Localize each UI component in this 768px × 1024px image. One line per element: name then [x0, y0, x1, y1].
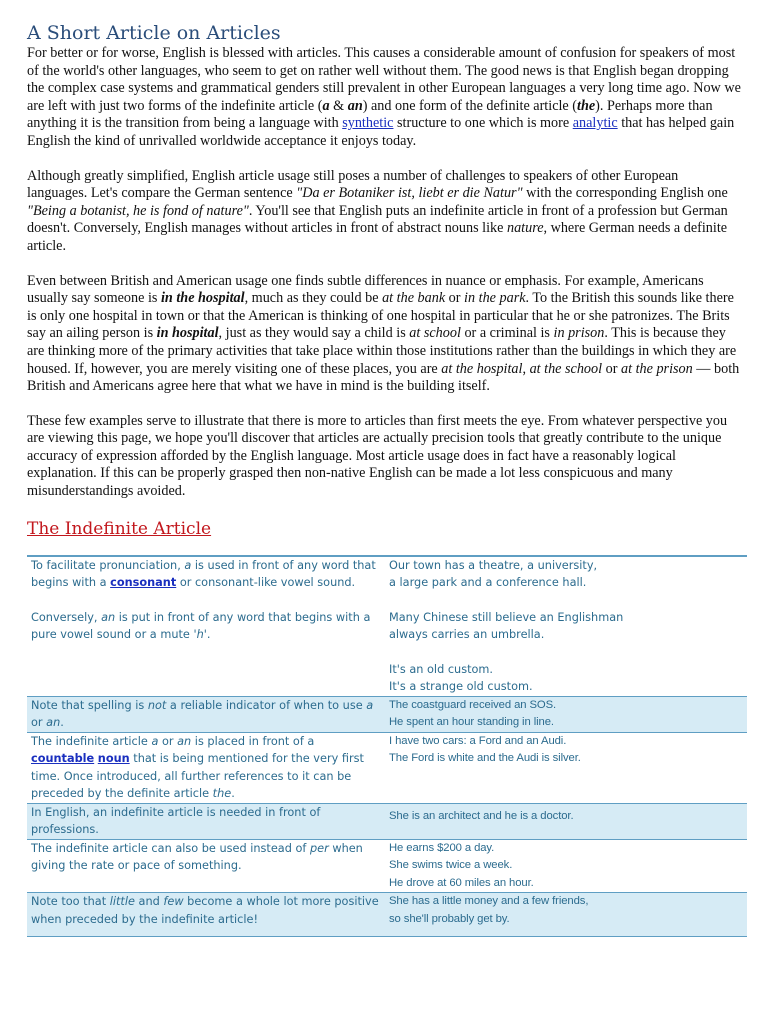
table-row [27, 557, 747, 609]
rule-cell [27, 609, 385, 696]
example-line: It's a strange old custom. [389, 680, 533, 694]
example-line: It's an old custom. [389, 662, 494, 676]
italic-word: an [177, 734, 192, 748]
table-row [27, 609, 747, 696]
text: . [60, 716, 64, 730]
italic-word: an [46, 716, 61, 730]
table-row [27, 696, 747, 733]
table-row [27, 840, 747, 894]
text: The indefinite article [31, 734, 152, 748]
example-line: He drove at 60 miles an hour. [389, 876, 534, 889]
table-row [27, 733, 747, 804]
example-line: The Ford is white and the Audi is silver. [389, 752, 581, 765]
text: Even between British and American usage one finds subtle differences in nuance or emphasis. For example, Americans usually say someone is [27, 272, 704, 307]
example-line: I have two cars: a Ford and an Audi. [389, 734, 567, 747]
rule-cell [27, 697, 385, 732]
rule-cell [27, 840, 385, 893]
article-title: A Short Article on Articles [27, 22, 281, 44]
text: or [445, 290, 465, 307]
italic-word: the [212, 787, 232, 801]
article-the: the [577, 97, 596, 114]
german-comparison-paragraph [27, 168, 741, 256]
text: To facilitate pronunciation, [31, 558, 185, 572]
synthetic-link[interactable]: synthetic [342, 115, 394, 132]
british-american-paragraph [27, 273, 741, 396]
consonant-link[interactable]: consonant [110, 576, 177, 590]
text: , [522, 360, 530, 377]
text: that is being mentioned for the very first time. Once introduced, all further references to it can be preceded by the definite article [31, 752, 364, 801]
rule-cell [27, 893, 385, 928]
italic-phrase: in the park [464, 290, 526, 307]
italic-word: per [309, 841, 329, 855]
italic-phrase: at the school [529, 360, 603, 377]
text: or [602, 360, 621, 377]
text: . You'll see that English puts an indefinite article in front of a profession but German doesn't. Conversely, English manages without articles in front of abstract nouns like [27, 202, 728, 237]
article-an: an [347, 97, 363, 114]
italic-word: an [101, 610, 116, 624]
example-line: Our town has a theatre, a university, [389, 558, 598, 572]
text: — both British and Americans agree here that what we have in mind is the building itself. [27, 360, 740, 395]
text: For better or for worse, English is blessed with articles. This causes a considerable amount of confusion for speakers of most of the world's other languages, who seem to get on rather well without them. The good news is that English began dropping the complex case systems and grammatical genders still prevalent in other European languages a very long time ago. Now we are left with just two forms of the indefinite article ( [27, 45, 741, 114]
example-cell [385, 840, 747, 893]
example-cell [385, 557, 747, 592]
rule-cell [27, 733, 385, 803]
italic-word: little [109, 895, 135, 909]
emphasis: in the hospital [160, 290, 245, 307]
analytic-link[interactable]: analytic [572, 115, 618, 132]
countable-link[interactable]: countable [31, 752, 95, 766]
conclusion-paragraph: These few examples serve to illustrate that there is more to articles than first meets the eye. From whatever perspective you are viewing this page, we hope you'll discover that articles are actually precision tools that greatly contribute to the unique accuracy of expression afforded by the English language. Most article usage does in fact have a reasonably logical explanation. If this can be properly grasped then non-native English can be made a lot less conspicuous and many misunderstandings avoided. [27, 412, 728, 500]
german-quote: "Da er Botaniker ist, liebt er die Natur" [296, 185, 523, 202]
text: , much as they could be [244, 290, 383, 307]
text: Note that spelling is [31, 698, 148, 712]
italic-phrase: in prison [553, 325, 605, 342]
italic-word: nature [506, 220, 544, 237]
text: Although greatly simplified, English article usage still poses a number of challenges to speakers of other European languages. Let's compare the German sentence [27, 167, 679, 202]
italic-word: a [151, 734, 159, 748]
example-cell [385, 804, 747, 839]
text: is placed in front of a [191, 734, 315, 748]
text: that has helped gain English the kind of unrivalled worldwide acceptance it enjoys today. [27, 115, 735, 149]
emphasis: in hospital [156, 325, 219, 342]
text: when giving the rate or pace of something. [31, 841, 363, 873]
italic-phrase: at the hospital [441, 360, 523, 377]
example-line: She swims twice a week. [389, 859, 513, 872]
text: or consonant-like vowel sound. [176, 576, 356, 590]
intro-paragraph [27, 45, 741, 151]
rule-cell [27, 804, 385, 839]
text: and [134, 895, 164, 909]
text: is used in front of any word that begins with a [31, 558, 376, 590]
example-line: so she'll probably get by. [389, 912, 510, 925]
article-a: a [322, 97, 330, 114]
text: . [231, 787, 235, 801]
text: The indefinite article can also be used instead of [31, 841, 310, 855]
text: with the corresponding English one [522, 185, 728, 202]
noun-link[interactable]: noun [97, 752, 130, 766]
example-cell [385, 893, 747, 928]
example-line: Many Chinese still believe an Englishman [389, 610, 624, 624]
english-quote: "Being a botanist, he is fond of nature" [27, 202, 249, 219]
example-line: She is an architect and he is a doctor. [389, 809, 574, 822]
text: is put in front of any word that begins with a pure vowel sound or a mute [31, 610, 371, 642]
text: ) and one form of the definite article ( [362, 97, 577, 114]
example-cell [385, 609, 747, 696]
text: or [158, 734, 178, 748]
table-row [27, 893, 747, 937]
italic-word: a [366, 698, 374, 712]
italic-phrase: at the bank [382, 290, 446, 307]
text: structure to one which is more [393, 115, 573, 132]
example-line: always carries an umbrella. [389, 628, 545, 642]
example-line: He spent an hour standing in line. [389, 716, 554, 729]
example-line: She has a little money and a few friends, [389, 895, 589, 908]
example-line: a large park and a conference hall. [389, 576, 587, 590]
indefinite-article-table [27, 555, 747, 938]
text: or [31, 716, 47, 730]
italic-word: not [147, 698, 167, 712]
text: ). Perhaps more than anything it is the transition from being a language with [27, 97, 713, 132]
text: Note too that [31, 895, 110, 909]
italic-word: a [184, 558, 192, 572]
italic-word: 'h' [193, 628, 207, 642]
text: , just as they would say a child is [218, 325, 410, 342]
text: . To the British this sounds like there is only one hospital in town or that the American is thinking of one hospital in particular that he or she patronizes. The Brits say an ailing person is [27, 290, 734, 342]
text: , where German needs a definite article. [27, 220, 728, 254]
example-line: The coastguard received an SOS. [389, 698, 557, 711]
text: become a whole lot more positive when preceded by the indefinite article! [31, 895, 379, 926]
italic-word: few [163, 895, 184, 909]
example-cell [385, 697, 747, 732]
example-cell [385, 733, 747, 803]
text: a reliable indicator of when to use [166, 698, 367, 712]
text: In English, an indefinite article is needed in front of professions. [31, 805, 321, 837]
text: Conversely, [31, 610, 102, 624]
text: . This is because they are thinking more of the primary activities that take place within those institutions rather than the buildings in which they are housed. If, however, you are merely visiting one of these places, you are [27, 325, 737, 377]
example-line: He earns $200 a day. [389, 841, 495, 854]
table-row [27, 804, 747, 840]
rule-cell [27, 557, 385, 592]
italic-phrase: at the prison [621, 360, 693, 377]
italic-phrase: at school [409, 325, 461, 342]
section-title: The Indefinite Article [27, 518, 212, 539]
text: . [206, 628, 211, 642]
text: or a criminal is [460, 325, 554, 342]
text: & [329, 97, 348, 114]
